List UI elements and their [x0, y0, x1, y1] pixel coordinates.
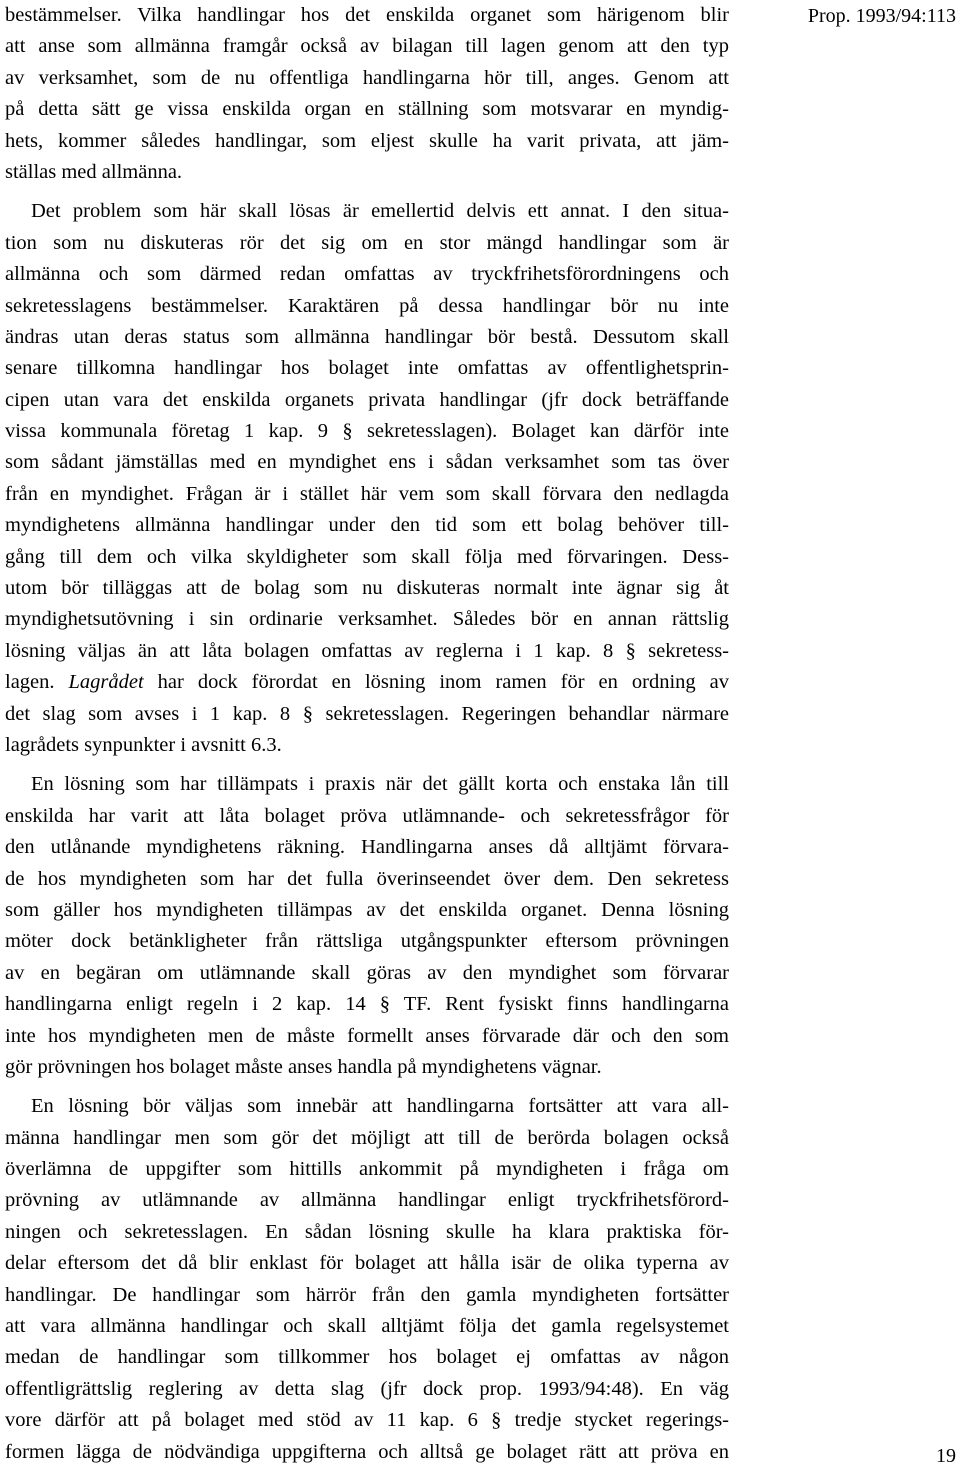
text-line: att vara allmänna handlingar och skall alltjämt följa det gamla regelsystemet — [5, 1315, 729, 1338]
paragraph — [5, 769, 729, 1083]
document-body — [5, 0, 729, 1468]
text-line: Det problem som här skall lösas är emellertid delvis ett annat. I den situa- — [31, 200, 729, 223]
text-line: lösning väljas än att låta bolagen omfattas av reglerna i 1 kap. 8 § sekretess- — [5, 639, 729, 662]
text-line: En lösning som har tillämpats i praxis när det gällt korta och enstaka lån till — [31, 773, 729, 796]
paragraph — [5, 1091, 729, 1468]
text-line: som gäller hos myndigheten tillämpas av det enskilda organet. Denna lösning — [5, 898, 729, 921]
text-line: allmänna och som därmed redan omfattas av tryckfrihetsförordningens och — [5, 263, 729, 286]
text-line: cipen utan vara det enskilda organets privata handlingar (jfr dock beträffande — [5, 388, 729, 411]
text-line: sekretesslagens bestämmelser. Karaktären på dessa handlingar bör nu inte — [5, 294, 729, 317]
text-line: tion som nu diskuteras rör det sig om en stor mängd handlingar som är — [5, 231, 729, 254]
text-line: handlingarna enligt regeln i 2 kap. 14 § TF. Rent fysiskt finns handlingarna — [5, 993, 729, 1016]
text-line: som sådant jämställas med en myndighet ens i sådan verksamhet som tas över — [5, 451, 729, 474]
text-line: hets, kommer således handlingar, som eljest skulle ha varit privata, att jäm- — [5, 129, 729, 152]
text-line: utom bör tilläggas att de bolag som nu diskuteras normalt inte ägnar sig åt — [5, 577, 729, 600]
paragraph — [5, 196, 729, 761]
proposition-reference: Prop. 1993/94:113 — [807, 5, 956, 27]
text-line: handlingar. De handlingar som härrör från den gamla myndigheten fortsätter — [5, 1283, 729, 1306]
text-line: senare tillkomna handlingar hos bolaget inte omfattas av offentlighetsprin- — [5, 357, 729, 380]
text-line: gör prövningen hos bolaget måste anses handla på myndighetens vägnar. — [5, 1055, 602, 1078]
text-segment: har dock förordat en lösning inom ramen för en ordning av — [143, 671, 729, 694]
text-line: ändras utan deras status som allmänna handlingar bör bestå. Dessutom skall — [5, 325, 729, 348]
text-line: medan de handlingar som tillkommer hos bolaget ej omfattas av någon — [5, 1346, 729, 1369]
text-line: det slag som avses i 1 kap. 8 § sekretesslagen. Regeringen behandlar närmare — [5, 702, 729, 725]
text-segment: lagen. — [5, 671, 69, 694]
text-line: på detta sätt ge vissa enskilda organ en ställning som motsvarar en myndig- — [5, 98, 729, 121]
text-line: från en myndighet. Frågan är i stället här vem som skall förvara den nedlagda — [5, 482, 729, 505]
text-line: prövning av utlämnande av allmänna handlingar enligt tryckfrihetsförord- — [5, 1189, 729, 1212]
paragraph — [5, 0, 729, 188]
text-line: den utlånande myndighetens räkning. Handlingarna anses då alltjämt förvara- — [5, 836, 729, 859]
text-line: ställas med allmänna. — [5, 160, 183, 183]
text-line: delar eftersom det då blir enklast för bolaget att hålla isär de olika typerna av — [5, 1252, 729, 1275]
text-line: möter dock betänkligheter från rättsliga utgångspunkter eftersom prövningen — [5, 930, 729, 953]
text-line: överlämna de uppgifter som hittills ankommit på myndigheten i fråga om — [5, 1158, 729, 1181]
text-line: enskilda har varit att låta bolaget pröva utlämnande- och sekretessfrågor för — [5, 804, 729, 827]
emphasized-term: Lagrådet — [68, 671, 144, 694]
text-line: myndighetsutövning i sin ordinarie verksamhet. Således bör en annan rättslig — [5, 608, 729, 631]
text-line: ningen och sekretesslagen. En sådan lösning skulle ha klara praktiska för- — [5, 1220, 729, 1243]
text-line: av en begäran om utlämnande skall göras av den myndighet som förvarar — [5, 961, 729, 984]
text-line: av verksamhet, som de nu offentliga handlingarna hör till, anges. Genom att — [5, 66, 729, 89]
text-line: inte hos myndigheten men de måste formellt anses förvarade där och den som — [5, 1024, 729, 1047]
text-line: bestämmelser. Vilka handlingar hos det enskilda organet som härigenom blir — [5, 4, 729, 26]
text-line: En lösning bör väljas som innebär att handlingarna fortsätter att vara all- — [31, 1095, 729, 1118]
text-line: myndighetens allmänna handlingar under den tid som ett bolag behöver till- — [5, 514, 729, 537]
text-line: vissa kommunala företag 1 kap. 9 § sekretesslagen). Bolaget kan därför inte — [5, 420, 729, 443]
text-line: männa handlingar men som gör det möjligt att till de berörda bolagen också — [5, 1126, 729, 1149]
text-line: offentligrättslig reglering av detta slag (jfr dock prop. 1993/94:48). En väg — [5, 1377, 729, 1400]
page-number: 19 — [936, 1445, 956, 1467]
text-line — [5, 667, 729, 698]
text-line: vore därför att på bolaget med stöd av 11 kap. 6 § tredje stycket regerings- — [5, 1409, 729, 1432]
text-line: de hos myndigheten som har det fulla överinseendet över dem. Den sekretess — [5, 867, 729, 890]
text-line: gång till dem och vilka skyldigheter som skall följa med förvaringen. Dess- — [5, 545, 729, 568]
text-line: formen lägga de nödvändiga uppgifterna och alltså ge bolaget rätt att pröva en — [5, 1440, 729, 1463]
text-line: lagrådets synpunkter i avsnitt 6.3. — [5, 733, 282, 756]
text-line: att anse som allmänna framgår också av bilagan till lagen genom att den typ — [5, 35, 729, 58]
